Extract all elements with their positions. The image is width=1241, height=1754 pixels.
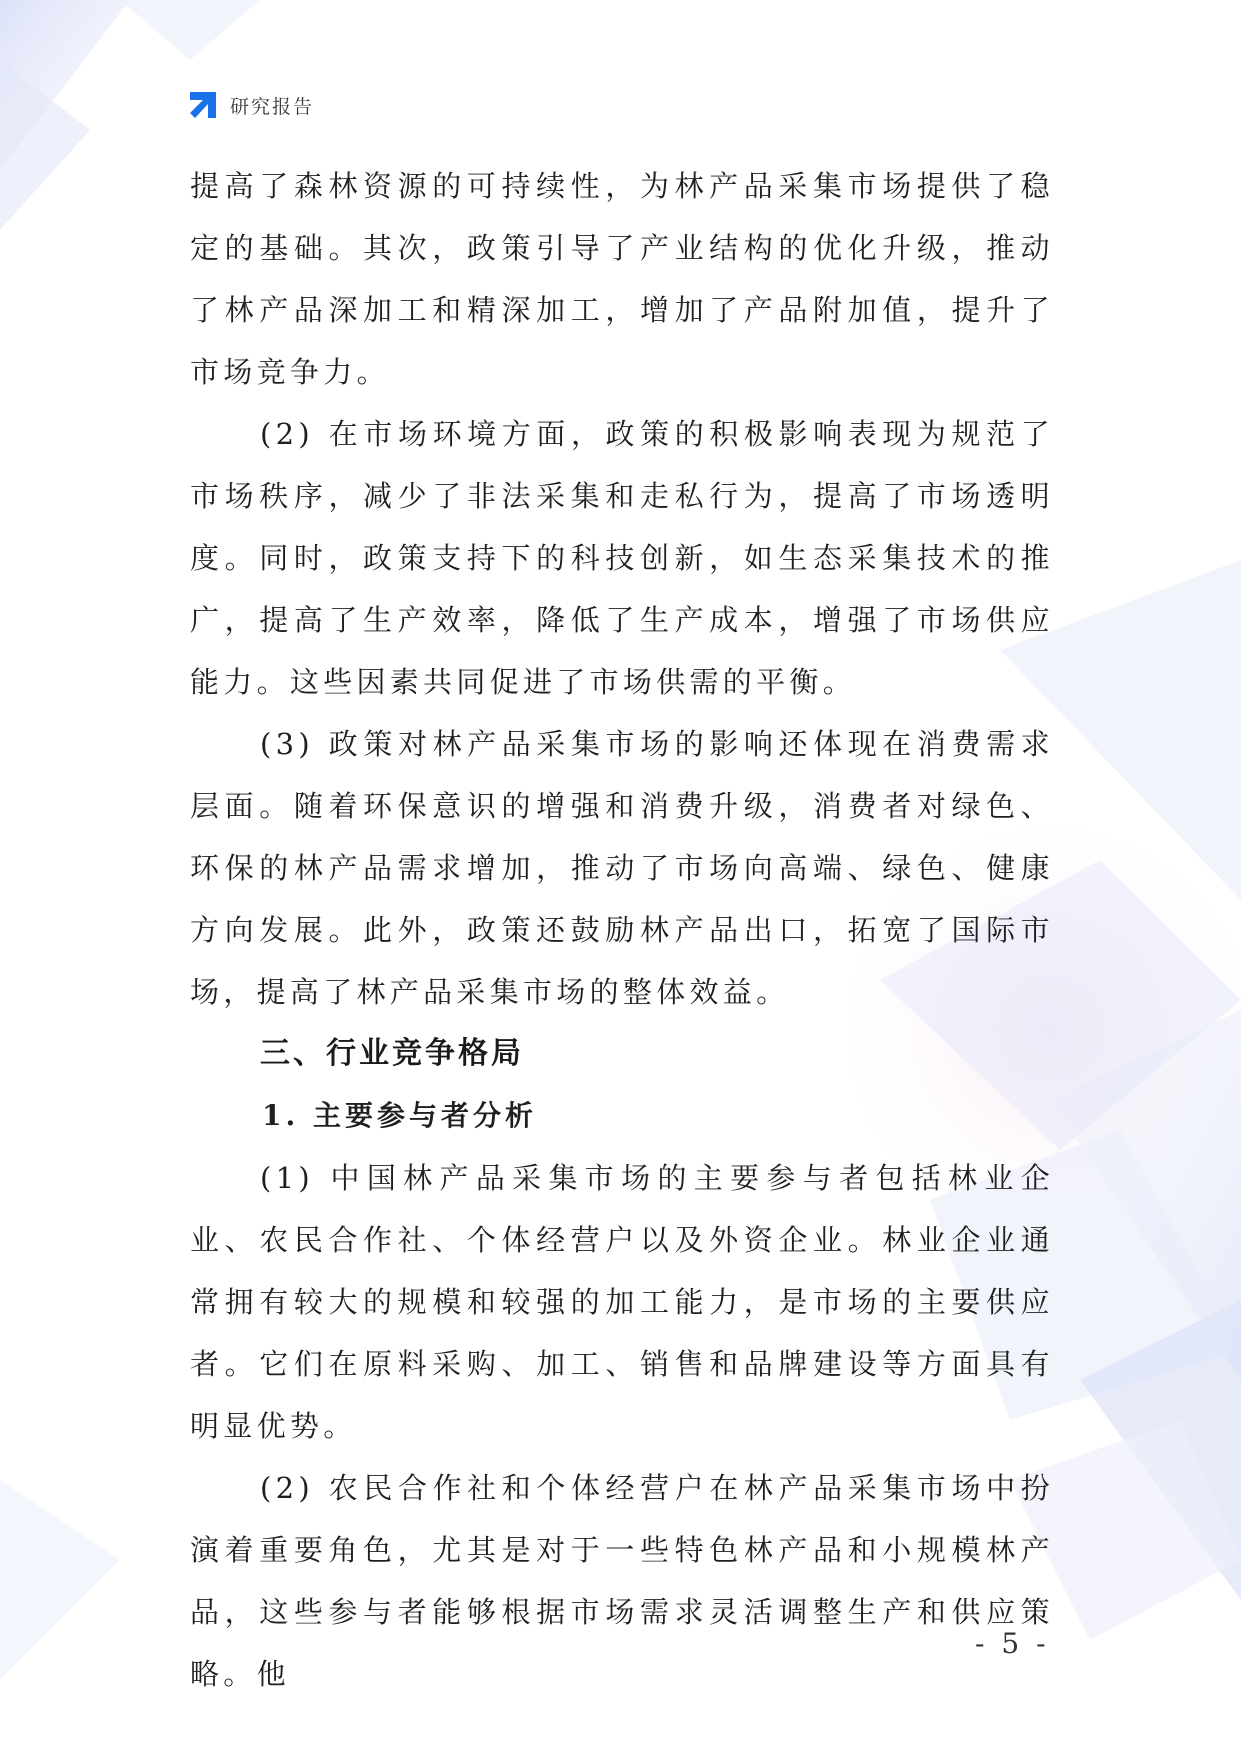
section-heading: 三、行业竞争格局: [260, 1036, 524, 1071]
paragraph: 提高了森林资源的可持续性，为林产品采集市场提供了稳定的基础。其次，政策引导了产业结构的优化升级，推动了林产品深加工和精深加工，增加了产品附加值，提升了市场竞争力。: [190, 169, 1054, 389]
paragraph: (1) 中国林产品采集市场的主要参与者包括林业企业、农民合作社、个体经营户以及外资企业。林业企业通常拥有较大的规模和较强的加工能力，是市场的主要供应者。它们在原料采购、加工、销售和品牌建设等方面具有明显优势。: [190, 1161, 1054, 1443]
paragraph: (3) 政策对林产品采集市场的影响还体现在消费需求层面。随着环保意识的增强和消费升级，消费者对绿色、环保的林产品需求增加，推动了市场向高端、绿色、健康方向发展。此外，政策还鼓励林产品出口，拓宽了国际市场，提高了林产品采集市场的整体效益。: [190, 727, 1054, 1009]
page-number: - 5 -: [975, 1627, 1050, 1660]
header-title: 研究报告: [230, 95, 315, 118]
paragraph: (2) 农民合作社和个体经营户在林产品采集市场中扮演着重要角色，尤其是对于一些特色林产品和小规模林产品，这些参与者能够根据市场需求灵活调整生产和供应策略。他: [190, 1471, 1054, 1691]
paragraph: (2) 在市场环境方面，政策的积极影响表现为规范了市场秩序，减少了非法采集和走私行为，提高了市场透明度。同时，政策支持下的科技创新，如生态采集技术的推广，提高了生产效率，降低了生产成本，增强了市场供应能力。这些因素共同促进了市场供需的平衡。: [190, 417, 1054, 699]
arrow-up-right-icon: [186, 88, 220, 122]
report-header: [186, 88, 314, 122]
document-body: [190, 155, 1054, 1705]
subsection-heading: 1. 主要参与者分析: [262, 1099, 537, 1132]
